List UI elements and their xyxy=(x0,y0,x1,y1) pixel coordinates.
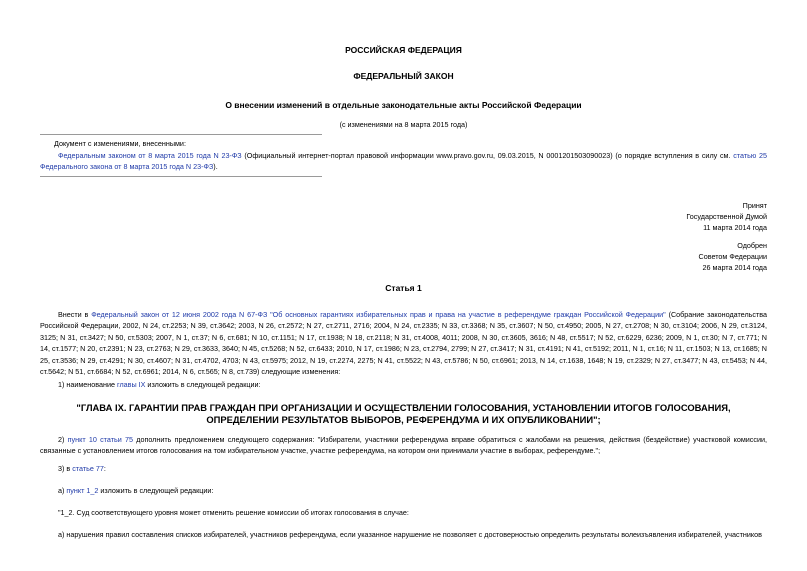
top-divider xyxy=(40,134,322,135)
approved-by: Советом Федерации xyxy=(698,252,767,261)
item-3a-post: изложить в следующей редакции: xyxy=(98,486,214,495)
law-type-heading: ФЕДЕРАЛЬНЫЙ ЗАКОН xyxy=(353,71,454,81)
intro-pre: Внести в xyxy=(58,310,92,319)
item-3 xyxy=(40,463,767,474)
item-3a xyxy=(40,485,767,496)
changes-text xyxy=(40,150,767,173)
item-3-post: : xyxy=(103,464,106,473)
adopted-by: Государственной Думой xyxy=(686,212,767,221)
adoption-duma xyxy=(686,200,767,233)
chapter-9-link[interactable]: главы IX xyxy=(117,380,146,389)
amending-law-link[interactable]: Федеральным законом от 8 марта 2015 года N 23-ФЗ xyxy=(58,151,242,160)
item-2-pre: 2) xyxy=(58,435,68,444)
item-1-pre: 1) наименование xyxy=(58,380,117,389)
document-title: О внесении изменений в отдельные законодательные акты Российской Федерации xyxy=(225,100,582,110)
approved-label: Одобрен xyxy=(737,241,767,250)
item-3-pre: 3) в xyxy=(58,464,73,473)
changes-closing-text: ). xyxy=(213,162,218,172)
item-3a-pre: а) xyxy=(58,486,67,495)
intro-citations: (Собрание законодательства Российской Федерации, 2002, N 24, ст.2253; N 39, ст.3642; 2003, N 26, ст.2572; N 27, ст.2711, 2716; 2004, N 24, ст.2335; N 33, ст.3368; N 35, ст.3607; N 50, ст.4950; 2005, N 27, ст.2708; N 30, ст.3104; 2006, N 29, ст.3124, 3125; N 31, ст.3427; N 50, ст.5303; 2007, N 1, ст.37; N 6, ст.681; N 10, ст.1151; N 17, ст.1938; N 18, ст.2118; N 31, ст.4008, 4011; 2008, N 30, ст.3605, 3616; N 48, ст.5517; N 52, ст.6229, 6236; 2009, N 1, ст.30; N 7, ст.771; N 14, ст.1577; N 20, ст.2391; N 23, ст.2763; N 29, ст.3633, 3640; N 45, ст.5268; N 52, ст.6433; 2010, N 17, ст.1986; N 23, ст.2794, 2799; N 27, ст.3417; N 31, ст.4191; N 41, ст.5192; 2011, N 1, ст.16; N 11, ст.1503; N 13, ст.1685; N 25, ст.3536; N 29, ст.4291; N 30, ст.4607; N 31, ст.4702, 4703; N 43, ст.5975; 2012, N 19, ст.2274, 2275; N 41, ст.5522; N 43, ст.5786; N 50, ст.6961; 2013, N 14, ст.1638, 1648; N 19, ст.2329; N 27, ст.3477; N 43, ст.5453; N 44, ст.5642; N 51, ст.6684; N 52, ст.6961; 2014, N 6, ст.565; N 8, ст.739) следующие изменения: xyxy=(40,310,768,377)
item-2-post: дополнить предложением следующего содержания: "Избиратели, участники референдума вправе обратиться с жалобами на решения, действия (бездействие) участковой комиссии, связанные с установлением итогов голосования на том избирательном участке, участке референдума, на котором они принимали участие в выборах, референдуме."; xyxy=(40,435,767,456)
article-title: Статья 1 xyxy=(385,283,422,293)
point-1-2-link[interactable]: пункт 1_2 xyxy=(66,486,99,495)
changes-heading: Документ с изменениями, внесенными: xyxy=(54,139,186,148)
adoption-council xyxy=(699,240,767,273)
item-1 xyxy=(40,379,767,390)
amendments-note: (с изменениями на 8 марта 2015 года) xyxy=(339,120,468,129)
bottom-divider xyxy=(40,176,322,177)
item-2 xyxy=(40,434,767,457)
entry-into-force-link[interactable]: статью 25 Федерального закона от 8 марта 2015 года N 23-ФЗ xyxy=(40,151,767,172)
article-77-link[interactable]: статье 77 xyxy=(72,464,104,473)
law-67-fz-link[interactable]: Федеральный закон от 12 июня 2002 года N 67-ФЗ "Об основных гарантиях избирательных прав и права на участие в референдуме граждан Российской Федерации" xyxy=(91,310,666,319)
adopted-date: 11 марта 2014 года xyxy=(703,223,767,232)
country-heading: РОССИЙСКАЯ ФЕДЕРАЦИЯ xyxy=(345,45,462,55)
article-75-link[interactable]: пункт 10 статьи 75 xyxy=(67,435,134,444)
item-1-post: изложить в следующей редакции: xyxy=(145,380,261,389)
sub-item-a: а) нарушения правил составления списков избирателей, участников референдума, если указанное нарушение не позволяет с достоверностью определить результаты волеизъявления избирателей, участников xyxy=(58,530,762,539)
approved-date: 26 марта 2014 года xyxy=(702,263,767,272)
chapter-title-quote: "ГЛАВА IX. ГАРАНТИИ ПРАВ ГРАЖДАН ПРИ ОРГАНИЗАЦИИ И ОСУЩЕСТВЛЕНИИ ГОЛОСОВАНИЯ, УСТАНОВЛЕНИИ ИТОГОВ ГОЛОСОВАНИЯ, ОПРЕДЕЛЕНИИ РЕЗУЛЬТАТОВ ВЫБОРОВ, РЕФЕРЕНДУМА И ИХ ОПУБЛИКОВАНИИ"; xyxy=(76,402,731,425)
article-intro xyxy=(40,309,767,377)
adopted-label: Принят xyxy=(742,201,767,210)
changes-source-text: (Официальный интернет-портал правовой информации www.pravo.gov.ru, 09.03.2015, N 0001201503090023) (о порядке вступления в силу см. xyxy=(241,151,734,160)
quote-1-2: "1_2. Суд соответствующего уровня может отменить решение комиссии об итогах голосования в случае: xyxy=(58,508,409,517)
